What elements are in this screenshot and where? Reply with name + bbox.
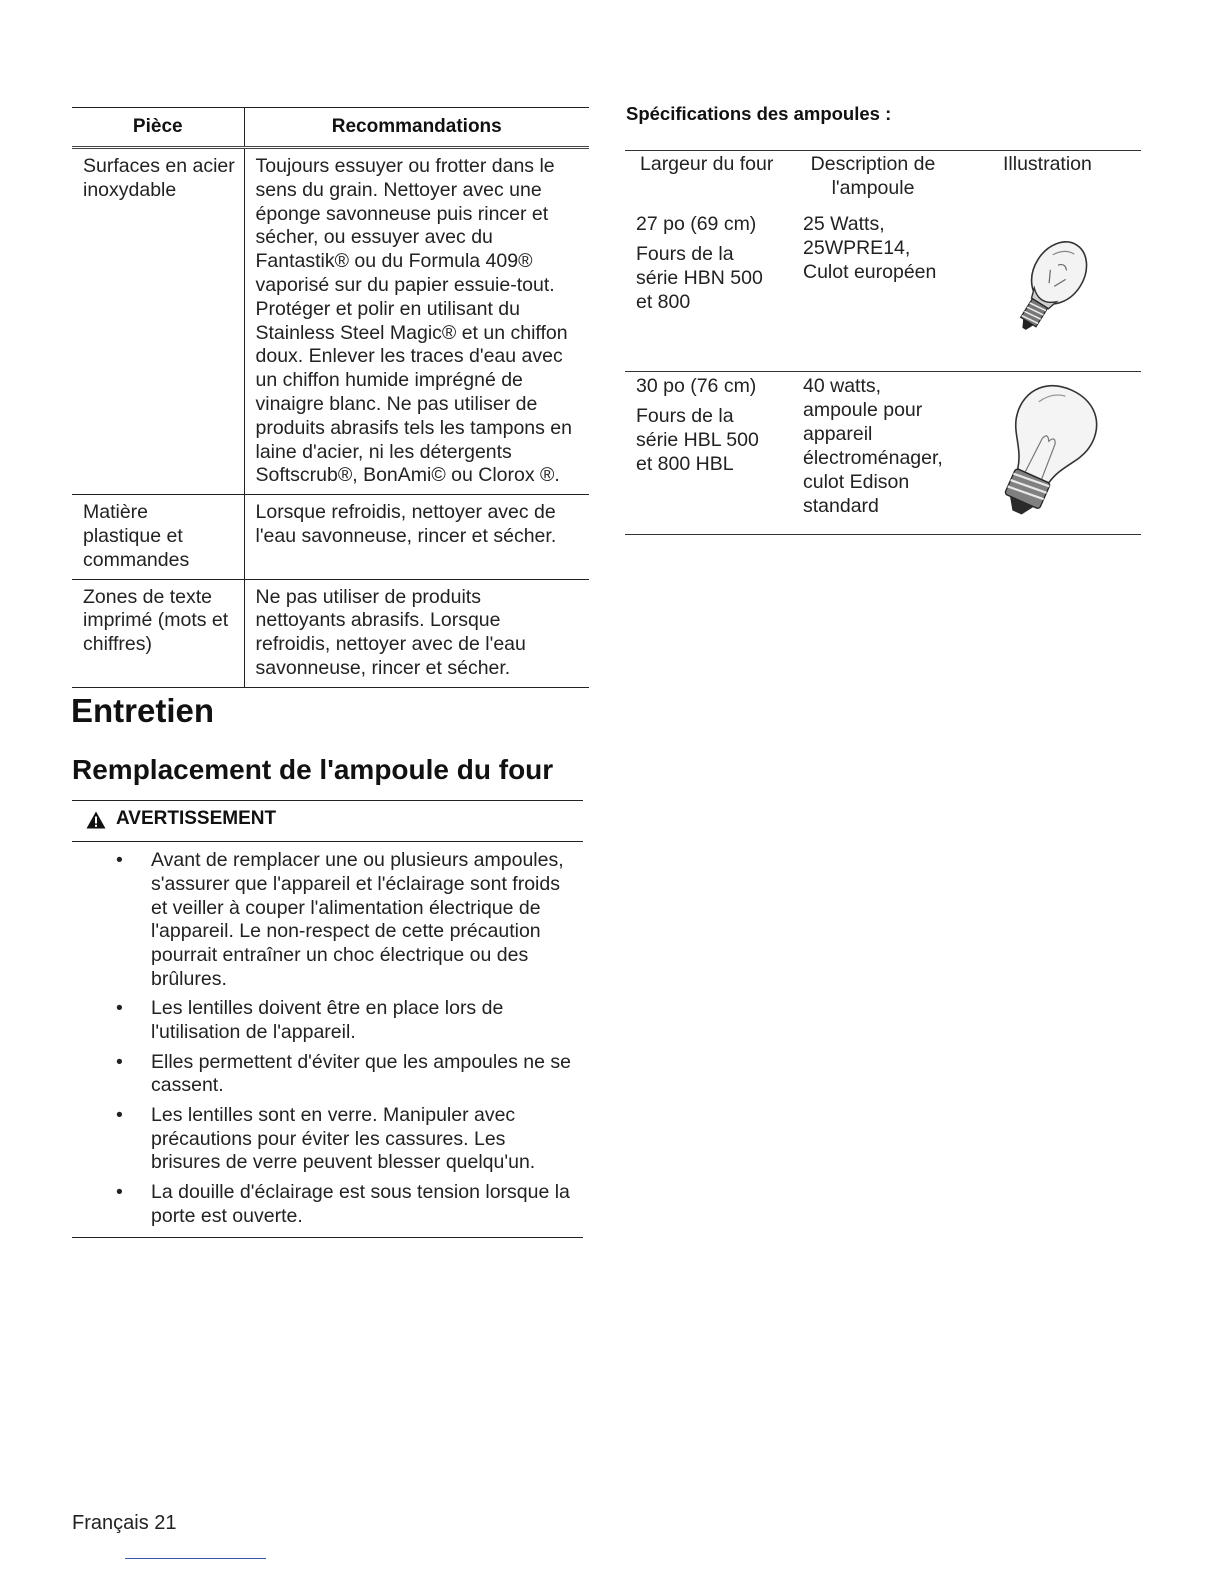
warning-header — [72, 801, 583, 842]
part-cell: Zones de texte imprimé (mots et chiffres) — [72, 579, 244, 687]
section-title: Entretien — [71, 692, 215, 729]
spec-cell-line: ampoule pour — [803, 399, 923, 421]
list-item — [72, 1181, 571, 1229]
spec-cell-line: et 800 — [636, 291, 691, 313]
divider — [625, 534, 1141, 535]
spec-cell-line: 30 po (76 cm) — [636, 375, 757, 397]
spec-cell-line: appareil — [803, 423, 873, 445]
spec-cell-line: série HBL 500 — [636, 429, 759, 451]
warning-triangle-icon — [86, 811, 106, 829]
spec-header-width: Largeur du four — [640, 153, 774, 175]
spec-row-1-description — [803, 212, 936, 284]
spec-row-1-width — [636, 212, 763, 314]
bullet-icon: • — [116, 1103, 123, 1126]
spec-header-description-line: Description de — [810, 153, 936, 175]
list-item — [72, 849, 571, 992]
header-part: Pièce — [72, 108, 244, 148]
warning-label: AVERTISSEMENT — [116, 808, 277, 829]
divider — [625, 371, 1141, 372]
small-european-bulb-icon — [996, 232, 1102, 346]
recommendation-cell: Ne pas utiliser de produits nettoyants abrasifs. Lorsque refroidis, nettoyer avec de l'eau savonneuse, rincer et sécher. — [244, 579, 589, 687]
spec-cell-line: Fours de la — [636, 243, 734, 265]
care-table — [72, 107, 589, 688]
warning-item-text: Elles permettent d'éviter que les ampoules ne se cassent. — [151, 1050, 571, 1097]
spec-cell-line: culot Edison — [803, 471, 910, 493]
spec-header-description — [790, 153, 956, 201]
spec-header-illustration: Illustration — [1003, 153, 1092, 175]
bullet-icon: • — [116, 1180, 123, 1203]
warning-item-text: Avant de remplacer une ou plusieurs ampoules, s'assurer que l'appareil et l'éclairage sont froids et veiller à couper l'alimentation électrique de l'appareil. Le non-respect de cette précaution pourrait entraîner un choc électrique ou des brûlures. — [151, 849, 564, 990]
spec-cell-line: et 800 HBL — [636, 453, 734, 475]
table-row — [72, 579, 589, 687]
spec-row-2-width — [636, 374, 759, 476]
warning-item-text: Les lentilles sont en verre. Manipuler avec précautions pour éviter les cassures. Les brisures de verre peuvent blesser quelqu'un. — [151, 1103, 536, 1174]
header-recommendations: Recommandations — [244, 108, 589, 148]
recommendation-cell: Lorsque refroidis, nettoyer avec de l'eau savonneuse, rincer et sécher. — [244, 495, 589, 579]
table-row — [72, 495, 589, 579]
warning-box — [72, 800, 583, 1238]
spec-cell-line: 27 po (69 cm) — [636, 213, 757, 235]
bullet-icon: • — [116, 1050, 123, 1073]
page-number-label: Français 21 — [72, 1512, 177, 1534]
bullet-icon: • — [116, 849, 123, 871]
page-subtitle: Remplacement de l'ampoule du four — [72, 754, 554, 785]
spec-header-description-line: l'ampoule — [831, 176, 915, 199]
bulb-spec-title: Spécifications des ampoules : — [626, 103, 892, 124]
edison-appliance-bulb-icon — [978, 378, 1108, 530]
list-item — [72, 1051, 571, 1099]
recommendation-cell: Toujours essuyer ou frotter dans le sens du grain. Nettoyer avec une éponge savonneuse puis rincer et sécher, ou essuyer avec du Fantastik® ou du Formula 409® vaporisé sur du papier essuie-tout. Protéger et polir en utilisant du Stainless Steel Magic® et un chiffon doux. Enlever les traces d'eau avec un chiffon humide imprégné de vinaigre blanc. Ne pas utiliser de produits abrasifs tels les tampons en laine d'acier, ni les détergents Softscrub®, BonAmi© ou Clorox ®. — [244, 148, 589, 495]
warning-item-text: La douille d'éclairage est sous tension lorsque la porte est ouverte. — [151, 1180, 570, 1227]
spec-cell-line: 25 Watts, — [803, 213, 885, 235]
part-cell: Surfaces en acier inoxydable — [72, 148, 244, 495]
spec-cell-line: série HBN 500 — [636, 267, 763, 289]
bullet-icon: • — [116, 997, 123, 1020]
table-row — [72, 148, 589, 495]
list-item — [72, 997, 571, 1045]
footer-link-underline — [125, 1558, 266, 1559]
spec-cell-line: Fours de la — [636, 405, 734, 427]
spec-cell-line: standard — [803, 495, 879, 517]
care-table-header-row — [72, 108, 589, 148]
list-item — [72, 1104, 571, 1175]
warning-list — [72, 849, 583, 1234]
divider — [625, 150, 1141, 151]
spec-cell-line: 25WPRE14, — [803, 237, 911, 259]
spec-row-2-description — [803, 374, 943, 518]
spec-cell-line: 40 watts, — [803, 375, 882, 397]
part-cell: Matière plastique et commandes — [72, 495, 244, 579]
warning-item-text: Les lentilles doivent être en place lors de l'utilisation de l'appareil. — [151, 997, 504, 1044]
spec-cell-line: électroménager, — [803, 447, 943, 469]
spec-cell-line: Culot européen — [803, 261, 937, 283]
